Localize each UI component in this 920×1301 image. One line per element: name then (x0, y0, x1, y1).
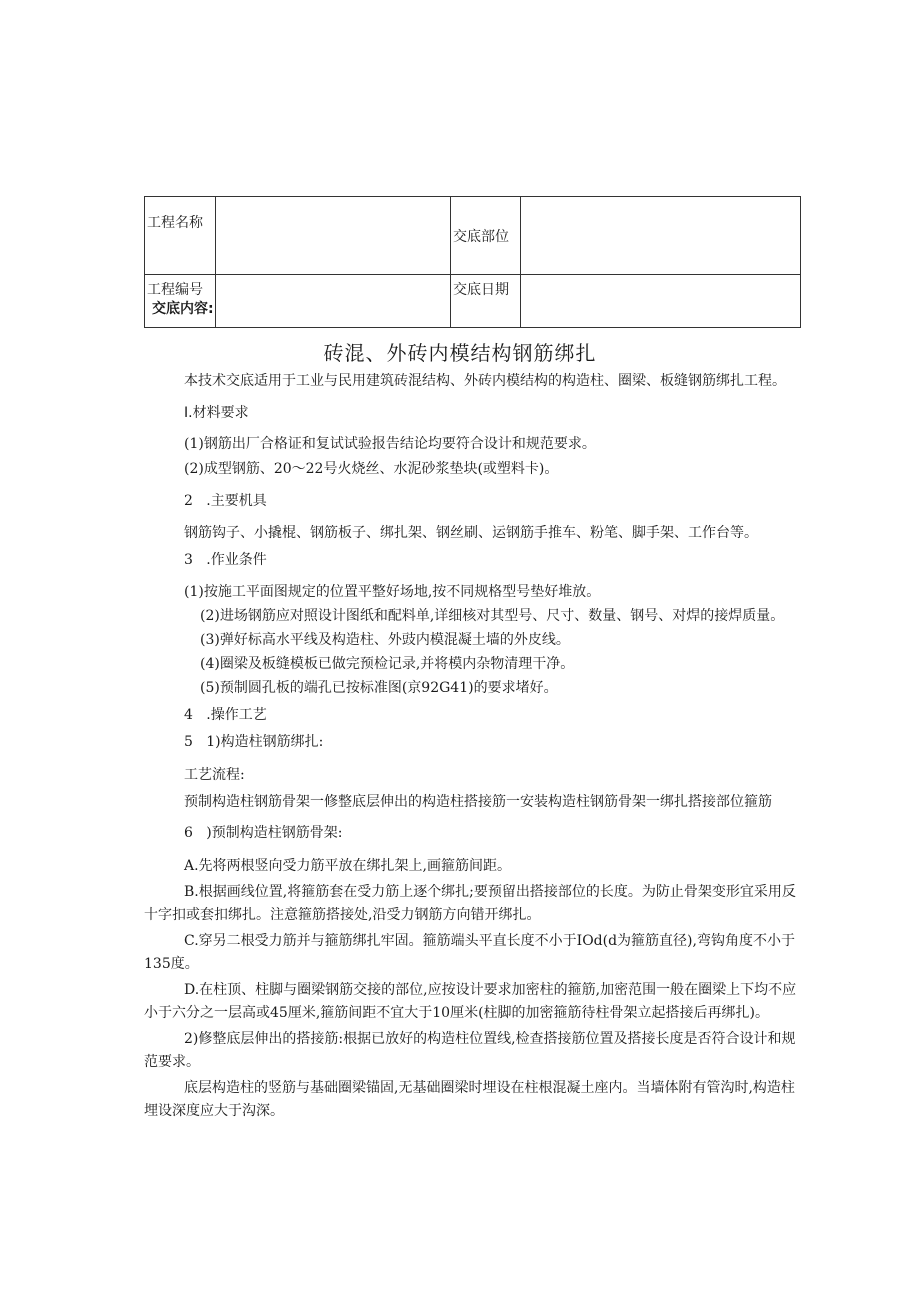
date-field[interactable] (521, 275, 801, 328)
project-name-label: 工程名称 (145, 197, 216, 275)
document-title: 砖混、外砖内模结构钢筋绑扎 (323, 341, 597, 365)
conditions-item-3: (3)弹好标高水平线及构造柱、外豉内模混凝土墙的外皮线。 (200, 632, 570, 648)
intro-paragraph: 本技术交底适用于工业与民用建筑砖混结构、外砖内模结构的构造柱、圈梁、板缝钢筋绑扎工程。 (184, 373, 786, 389)
flow-label: 工艺流程: (184, 767, 245, 783)
heading-conditions: 3 .作业条件 (184, 552, 267, 568)
document-body (144, 370, 804, 1123)
trim-splice-paragraph: 2)修整底层伸出的搭接筋:根据已放好的构造柱位置线,检查搭接筋位置及搭接长度是否符合设计和规范要求。 (144, 1031, 796, 1070)
tools-list: 钢筋钩子、小撬棍、钢筋板子、绑扎架、钢丝刷、运钢筋手推车、粉笔、脚手架、工作台等。 (184, 525, 758, 541)
section-label: 交底内容: (152, 301, 214, 317)
date-label: 交底日期 (451, 275, 521, 328)
project-no-label: 工程编号 (145, 275, 216, 328)
anchor-paragraph: 底层构造柱的竖筋与基础圈梁锚固,无基础圈梁时埋设在柱根混凝土座内。当墙体附有管沟时,构造柱埋设深度应大于沟深。 (144, 1080, 795, 1119)
part-label: 交底部位 (451, 197, 521, 275)
flow-description: 预制构造柱钢筋骨架一修整底层伸出的构造柱搭接筋一安装构造柱钢筋骨架一绑扎搭接部位箍筋 (184, 794, 772, 810)
heading-materials: I.材料要求 (184, 405, 249, 421)
conditions-item-5: (5)预制圆孔板的端孔已按标准图(京92G41)的要求堵好。 (200, 680, 558, 696)
header-table (144, 196, 801, 328)
process-step-1: 5 1)构造柱钢筋绑扎: (184, 734, 324, 750)
prefab-heading: 6 )预制构造柱钢筋骨架: (184, 825, 343, 841)
heading-tools: 2 .主要机具 (184, 493, 267, 509)
materials-item-1: (1)钢筋出厂合格证和复试试验报告结论均要符合设计和规范要求。 (184, 436, 596, 452)
project-name-field[interactable] (216, 197, 451, 275)
prefab-step-b: B.根据画线位置,将箍筋套在受力筋上逐个绑扎;要预留出搭接部位的长度。为防止骨架变形宜采用反十字扣或套扣绑扎。注意箍筋搭接处,沿受力钢筋方向错开绑扎。 (144, 884, 796, 923)
prefab-step-d: D.在柱顶、柱脚与圈梁钢筋交接的部位,应按设计要求加密柱的箍筋,加密范围一般在圈梁上下均不应小于六分之一层高或45厘米,箍筋间距不宜大于10厘米(柱脚的加密箍筋待柱骨架立起搭接后再绑扎)。 (144, 982, 797, 1021)
conditions-item-2: (2)进场钢筋应对照设计图纸和配料单,详细核对其型号、尺寸、数量、钢号、对焊的接焊质量。 (200, 608, 785, 624)
prefab-step-a: A.先将两根竖向受力筋平放在绑扎架上,画箍筋间距。 (184, 858, 512, 874)
prefab-step-c: C.穿另二根受力筋并与箍筋绑扎牢固。箍筋端头平直长度不小于IOd(d为箍筋直径),弯钩角度不小于135度。 (144, 933, 795, 972)
part-field[interactable] (521, 197, 801, 275)
conditions-item-1: (1)按施工平面图规定的位置平整好场地,按不同规格型号垫好堆放。 (184, 584, 601, 600)
conditions-item-4: (4)圈梁及板缝模板已做完预检记录,并将模内杂物清理干净。 (200, 656, 575, 672)
project-no-field[interactable] (216, 275, 451, 328)
heading-process: 4 .操作工艺 (184, 707, 267, 723)
materials-item-2: (2)成型钢筋、20〜22号火烧丝、水泥砂浆垫块(或塑料卡)。 (184, 461, 559, 477)
